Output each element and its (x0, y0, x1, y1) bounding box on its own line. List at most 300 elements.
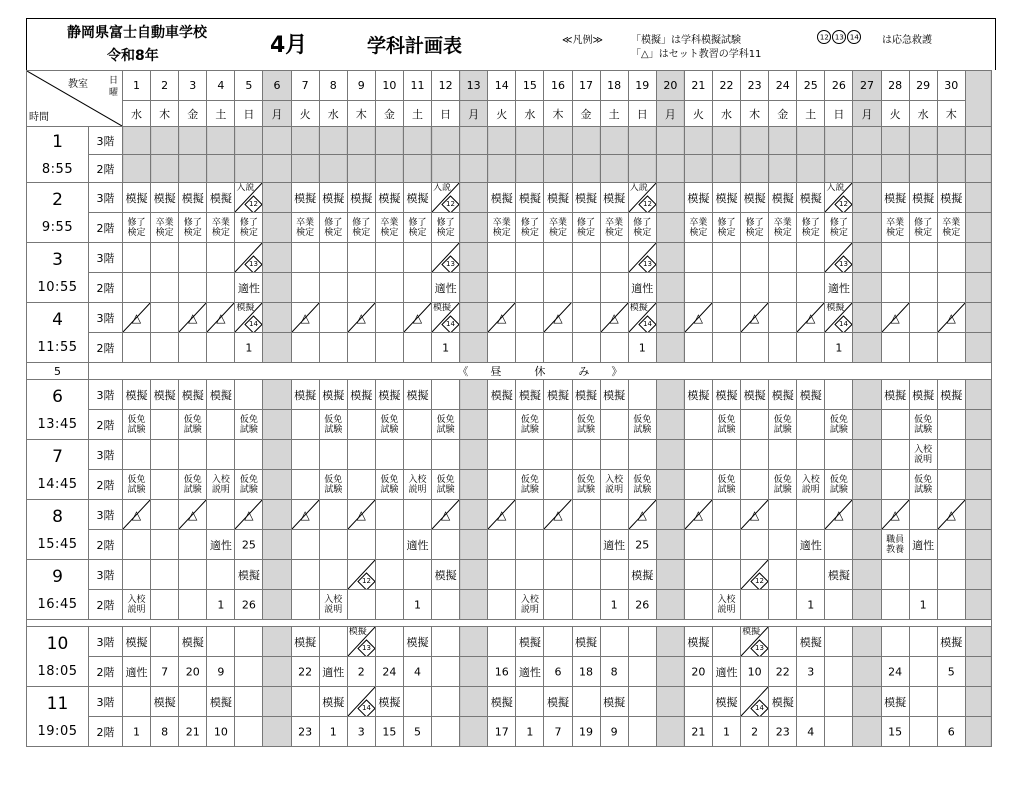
slot-day-19[interactable] (628, 273, 656, 303)
slot-day-26[interactable] (825, 657, 853, 687)
slot-day-5[interactable] (235, 333, 263, 363)
slot-day-17[interactable] (572, 627, 600, 657)
slot-day-7[interactable] (291, 127, 319, 155)
slot-day-21[interactable] (684, 627, 712, 657)
slot-day-14[interactable] (488, 273, 516, 303)
slot-day-29[interactable] (909, 303, 937, 333)
slot-day-24[interactable] (769, 470, 797, 500)
slot-day-1[interactable] (123, 155, 151, 183)
slot-day-30[interactable] (937, 440, 965, 470)
slot-day-9[interactable] (347, 657, 375, 687)
slot-day-11[interactable] (403, 530, 431, 560)
slot-day-10[interactable] (375, 500, 403, 530)
slot-day-21[interactable] (684, 183, 712, 213)
slot-day-29[interactable] (909, 627, 937, 657)
slot-day-30[interactable] (937, 470, 965, 500)
slot-day-28[interactable] (881, 213, 909, 243)
slot-day-25[interactable] (797, 687, 825, 717)
slot-day-15[interactable] (516, 333, 544, 363)
slot-day-29[interactable] (909, 590, 937, 620)
slot-day-24[interactable] (769, 273, 797, 303)
slot-day-22[interactable] (712, 500, 740, 530)
slot-day-30[interactable] (937, 627, 965, 657)
slot-day-25[interactable] (797, 127, 825, 155)
slot-day-23[interactable] (741, 273, 769, 303)
slot-day-3[interactable] (179, 380, 207, 410)
slot-day-9[interactable] (347, 717, 375, 747)
slot-day-5[interactable] (235, 303, 263, 333)
slot-day-25[interactable] (797, 500, 825, 530)
slot-day-23[interactable] (741, 303, 769, 333)
slot-day-27[interactable] (853, 213, 881, 243)
slot-day-13[interactable] (460, 440, 488, 470)
slot-day-9[interactable] (347, 127, 375, 155)
slot-day-25[interactable] (797, 155, 825, 183)
slot-day-15[interactable] (516, 127, 544, 155)
slot-day-14[interactable] (488, 440, 516, 470)
slot-day-6[interactable] (263, 590, 291, 620)
slot-day-10[interactable] (375, 440, 403, 470)
slot-day-19[interactable] (628, 155, 656, 183)
slot-day-28[interactable] (881, 470, 909, 500)
slot-day-24[interactable] (769, 627, 797, 657)
slot-day-9[interactable] (347, 500, 375, 530)
slot-day-19[interactable] (628, 687, 656, 717)
slot-day-19[interactable] (628, 560, 656, 590)
slot-day-17[interactable] (572, 717, 600, 747)
slot-day-19[interactable] (628, 380, 656, 410)
slot-day-25[interactable] (797, 380, 825, 410)
slot-day-16[interactable] (544, 127, 572, 155)
slot-day-15[interactable] (516, 213, 544, 243)
slot-day-23[interactable] (741, 440, 769, 470)
slot-day-27[interactable] (853, 470, 881, 500)
slot-day-23[interactable] (741, 410, 769, 440)
slot-day-9[interactable] (347, 303, 375, 333)
slot-day-6[interactable] (263, 717, 291, 747)
slot-day-30[interactable] (937, 410, 965, 440)
slot-day-7[interactable] (291, 273, 319, 303)
slot-day-5[interactable] (235, 657, 263, 687)
slot-day-23[interactable] (741, 127, 769, 155)
slot-day-25[interactable] (797, 183, 825, 213)
slot-day-20[interactable] (656, 213, 684, 243)
slot-day-8[interactable] (319, 273, 347, 303)
slot-day-7[interactable] (291, 243, 319, 273)
slot-day-27[interactable] (853, 530, 881, 560)
slot-day-18[interactable] (600, 183, 628, 213)
slot-day-4[interactable] (207, 410, 235, 440)
slot-day-18[interactable] (600, 590, 628, 620)
slot-day-7[interactable] (291, 213, 319, 243)
slot-day-26[interactable] (825, 213, 853, 243)
slot-day-29[interactable] (909, 440, 937, 470)
slot-day-27[interactable] (853, 560, 881, 590)
slot-day-25[interactable] (797, 657, 825, 687)
slot-day-11[interactable] (403, 687, 431, 717)
slot-day-3[interactable] (179, 500, 207, 530)
slot-day-6[interactable] (263, 500, 291, 530)
slot-day-20[interactable] (656, 243, 684, 273)
slot-day-10[interactable] (375, 657, 403, 687)
slot-day-10[interactable] (375, 303, 403, 333)
slot-day-13[interactable] (460, 127, 488, 155)
slot-day-12[interactable] (432, 127, 460, 155)
slot-day-16[interactable] (544, 410, 572, 440)
slot-day-17[interactable] (572, 440, 600, 470)
slot-day-26[interactable] (825, 687, 853, 717)
slot-day-19[interactable] (628, 500, 656, 530)
slot-day-3[interactable] (179, 333, 207, 363)
slot-day-12[interactable] (432, 380, 460, 410)
slot-day-24[interactable] (769, 500, 797, 530)
slot-day-30[interactable] (937, 243, 965, 273)
slot-day-11[interactable] (403, 303, 431, 333)
slot-day-20[interactable] (656, 410, 684, 440)
slot-day-9[interactable] (347, 560, 375, 590)
slot-day-10[interactable] (375, 530, 403, 560)
slot-day-18[interactable] (600, 530, 628, 560)
slot-day-10[interactable] (375, 127, 403, 155)
slot-day-27[interactable] (853, 657, 881, 687)
slot-day-14[interactable] (488, 500, 516, 530)
slot-day-13[interactable] (460, 213, 488, 243)
slot-day-21[interactable] (684, 243, 712, 273)
slot-day-8[interactable] (319, 380, 347, 410)
slot-day-12[interactable] (432, 155, 460, 183)
slot-day-15[interactable] (516, 380, 544, 410)
slot-day-21[interactable] (684, 273, 712, 303)
slot-day-18[interactable] (600, 717, 628, 747)
slot-day-20[interactable] (656, 470, 684, 500)
slot-day-19[interactable] (628, 590, 656, 620)
slot-day-12[interactable] (432, 303, 460, 333)
slot-day-4[interactable] (207, 530, 235, 560)
slot-day-7[interactable] (291, 500, 319, 530)
slot-day-21[interactable] (684, 687, 712, 717)
slot-day-25[interactable] (797, 410, 825, 440)
slot-day-9[interactable] (347, 687, 375, 717)
slot-day-28[interactable] (881, 243, 909, 273)
slot-day-6[interactable] (263, 657, 291, 687)
slot-day-6[interactable] (263, 530, 291, 560)
slot-day-30[interactable] (937, 717, 965, 747)
slot-day-20[interactable] (656, 380, 684, 410)
slot-day-8[interactable] (319, 213, 347, 243)
slot-day-7[interactable] (291, 627, 319, 657)
slot-day-24[interactable] (769, 657, 797, 687)
slot-day-29[interactable] (909, 530, 937, 560)
slot-day-27[interactable] (853, 243, 881, 273)
slot-day-12[interactable] (432, 627, 460, 657)
slot-day-17[interactable] (572, 560, 600, 590)
slot-day-4[interactable] (207, 155, 235, 183)
slot-day-4[interactable] (207, 213, 235, 243)
slot-day-14[interactable] (488, 213, 516, 243)
slot-day-14[interactable] (488, 717, 516, 747)
slot-day-25[interactable] (797, 470, 825, 500)
slot-day-15[interactable] (516, 560, 544, 590)
slot-day-14[interactable] (488, 333, 516, 363)
slot-day-6[interactable] (263, 380, 291, 410)
slot-day-28[interactable] (881, 333, 909, 363)
slot-day-24[interactable] (769, 183, 797, 213)
slot-day-7[interactable] (291, 183, 319, 213)
slot-day-3[interactable] (179, 440, 207, 470)
slot-day-2[interactable] (151, 717, 179, 747)
slot-day-28[interactable] (881, 183, 909, 213)
slot-day-16[interactable] (544, 303, 572, 333)
slot-day-23[interactable] (741, 530, 769, 560)
slot-day-10[interactable] (375, 155, 403, 183)
slot-day-26[interactable] (825, 155, 853, 183)
slot-day-12[interactable] (432, 470, 460, 500)
slot-day-7[interactable] (291, 380, 319, 410)
slot-day-16[interactable] (544, 717, 572, 747)
slot-day-8[interactable] (319, 590, 347, 620)
slot-day-26[interactable] (825, 627, 853, 657)
slot-day-28[interactable] (881, 410, 909, 440)
slot-day-12[interactable] (432, 213, 460, 243)
slot-day-10[interactable] (375, 717, 403, 747)
slot-day-22[interactable] (712, 213, 740, 243)
slot-day-21[interactable] (684, 155, 712, 183)
slot-day-26[interactable] (825, 273, 853, 303)
slot-day-29[interactable] (909, 380, 937, 410)
slot-day-7[interactable] (291, 687, 319, 717)
slot-day-24[interactable] (769, 530, 797, 560)
slot-day-28[interactable] (881, 303, 909, 333)
slot-day-22[interactable] (712, 470, 740, 500)
slot-day-27[interactable] (853, 627, 881, 657)
slot-day-3[interactable] (179, 183, 207, 213)
slot-day-23[interactable] (741, 155, 769, 183)
slot-day-4[interactable] (207, 590, 235, 620)
slot-day-15[interactable] (516, 243, 544, 273)
slot-day-22[interactable] (712, 127, 740, 155)
slot-day-20[interactable] (656, 530, 684, 560)
slot-day-10[interactable] (375, 410, 403, 440)
slot-day-11[interactable] (403, 440, 431, 470)
slot-day-29[interactable] (909, 273, 937, 303)
slot-day-15[interactable] (516, 303, 544, 333)
slot-day-2[interactable] (151, 590, 179, 620)
slot-day-6[interactable] (263, 273, 291, 303)
slot-day-8[interactable] (319, 333, 347, 363)
slot-day-22[interactable] (712, 380, 740, 410)
slot-day-9[interactable] (347, 627, 375, 657)
slot-day-13[interactable] (460, 183, 488, 213)
slot-day-19[interactable] (628, 470, 656, 500)
slot-day-30[interactable] (937, 380, 965, 410)
slot-day-4[interactable] (207, 273, 235, 303)
slot-day-22[interactable] (712, 440, 740, 470)
slot-day-3[interactable] (179, 155, 207, 183)
slot-day-18[interactable] (600, 627, 628, 657)
slot-day-5[interactable] (235, 410, 263, 440)
slot-day-29[interactable] (909, 127, 937, 155)
slot-day-29[interactable] (909, 687, 937, 717)
slot-day-9[interactable] (347, 470, 375, 500)
slot-day-29[interactable] (909, 155, 937, 183)
slot-day-24[interactable] (769, 560, 797, 590)
slot-day-23[interactable] (741, 213, 769, 243)
slot-day-30[interactable] (937, 155, 965, 183)
slot-day-15[interactable] (516, 627, 544, 657)
slot-day-20[interactable] (656, 333, 684, 363)
slot-day-19[interactable] (628, 717, 656, 747)
slot-day-21[interactable] (684, 530, 712, 560)
slot-day-12[interactable] (432, 243, 460, 273)
slot-day-9[interactable] (347, 155, 375, 183)
slot-day-16[interactable] (544, 657, 572, 687)
slot-day-14[interactable] (488, 470, 516, 500)
slot-day-12[interactable] (432, 333, 460, 363)
slot-day-23[interactable] (741, 333, 769, 363)
slot-day-24[interactable] (769, 303, 797, 333)
slot-day-16[interactable] (544, 273, 572, 303)
slot-day-9[interactable] (347, 183, 375, 213)
slot-day-26[interactable] (825, 410, 853, 440)
slot-day-8[interactable] (319, 500, 347, 530)
slot-day-18[interactable] (600, 687, 628, 717)
slot-day-17[interactable] (572, 183, 600, 213)
slot-day-17[interactable] (572, 530, 600, 560)
slot-day-11[interactable] (403, 627, 431, 657)
slot-day-1[interactable] (123, 687, 151, 717)
slot-day-28[interactable] (881, 500, 909, 530)
slot-day-4[interactable] (207, 380, 235, 410)
slot-day-24[interactable] (769, 155, 797, 183)
slot-day-6[interactable] (263, 627, 291, 657)
slot-day-6[interactable] (263, 243, 291, 273)
slot-day-27[interactable] (853, 155, 881, 183)
slot-day-22[interactable] (712, 687, 740, 717)
slot-day-8[interactable] (319, 410, 347, 440)
slot-day-19[interactable] (628, 183, 656, 213)
slot-day-8[interactable] (319, 183, 347, 213)
slot-day-24[interactable] (769, 380, 797, 410)
slot-day-6[interactable] (263, 440, 291, 470)
slot-day-18[interactable] (600, 560, 628, 590)
slot-day-13[interactable] (460, 273, 488, 303)
slot-day-19[interactable] (628, 127, 656, 155)
slot-day-2[interactable] (151, 213, 179, 243)
slot-day-9[interactable] (347, 530, 375, 560)
slot-day-18[interactable] (600, 380, 628, 410)
slot-day-12[interactable] (432, 183, 460, 213)
slot-day-8[interactable] (319, 303, 347, 333)
slot-day-28[interactable] (881, 657, 909, 687)
slot-day-3[interactable] (179, 470, 207, 500)
slot-day-3[interactable] (179, 657, 207, 687)
slot-day-3[interactable] (179, 213, 207, 243)
slot-day-25[interactable] (797, 627, 825, 657)
slot-day-30[interactable] (937, 127, 965, 155)
slot-day-15[interactable] (516, 410, 544, 440)
slot-day-17[interactable] (572, 127, 600, 155)
slot-day-8[interactable] (319, 530, 347, 560)
slot-day-22[interactable] (712, 560, 740, 590)
slot-day-30[interactable] (937, 530, 965, 560)
slot-day-1[interactable] (123, 333, 151, 363)
slot-day-9[interactable] (347, 590, 375, 620)
slot-day-10[interactable] (375, 590, 403, 620)
slot-day-7[interactable] (291, 333, 319, 363)
slot-day-11[interactable] (403, 717, 431, 747)
slot-day-25[interactable] (797, 530, 825, 560)
slot-day-22[interactable] (712, 155, 740, 183)
slot-day-24[interactable] (769, 590, 797, 620)
slot-day-26[interactable] (825, 440, 853, 470)
slot-day-30[interactable] (937, 590, 965, 620)
slot-day-26[interactable] (825, 500, 853, 530)
slot-day-18[interactable] (600, 127, 628, 155)
slot-day-22[interactable] (712, 627, 740, 657)
slot-day-6[interactable] (263, 410, 291, 440)
slot-day-16[interactable] (544, 530, 572, 560)
slot-day-23[interactable] (741, 243, 769, 273)
slot-day-7[interactable] (291, 717, 319, 747)
slot-day-21[interactable] (684, 470, 712, 500)
slot-day-30[interactable] (937, 213, 965, 243)
slot-day-29[interactable] (909, 243, 937, 273)
slot-day-13[interactable] (460, 155, 488, 183)
slot-day-30[interactable] (937, 303, 965, 333)
slot-day-3[interactable] (179, 273, 207, 303)
slot-day-6[interactable] (263, 127, 291, 155)
slot-day-6[interactable] (263, 303, 291, 333)
slot-day-18[interactable] (600, 657, 628, 687)
slot-day-5[interactable] (235, 590, 263, 620)
slot-day-12[interactable] (432, 657, 460, 687)
slot-day-7[interactable] (291, 590, 319, 620)
slot-day-20[interactable] (656, 303, 684, 333)
slot-day-9[interactable] (347, 440, 375, 470)
slot-day-12[interactable] (432, 687, 460, 717)
slot-day-13[interactable] (460, 687, 488, 717)
slot-day-18[interactable] (600, 155, 628, 183)
slot-day-5[interactable] (235, 273, 263, 303)
slot-day-17[interactable] (572, 380, 600, 410)
slot-day-4[interactable] (207, 657, 235, 687)
slot-day-1[interactable] (123, 243, 151, 273)
slot-day-22[interactable] (712, 243, 740, 273)
slot-day-4[interactable] (207, 627, 235, 657)
slot-day-5[interactable] (235, 627, 263, 657)
slot-day-23[interactable] (741, 380, 769, 410)
slot-day-9[interactable] (347, 333, 375, 363)
slot-day-11[interactable] (403, 183, 431, 213)
slot-day-20[interactable] (656, 657, 684, 687)
slot-day-3[interactable] (179, 127, 207, 155)
slot-day-11[interactable] (403, 590, 431, 620)
slot-day-16[interactable] (544, 560, 572, 590)
slot-day-16[interactable] (544, 183, 572, 213)
slot-day-20[interactable] (656, 440, 684, 470)
slot-day-12[interactable] (432, 717, 460, 747)
slot-day-21[interactable] (684, 440, 712, 470)
slot-day-20[interactable] (656, 127, 684, 155)
slot-day-3[interactable] (179, 560, 207, 590)
slot-day-17[interactable] (572, 657, 600, 687)
slot-day-13[interactable] (460, 590, 488, 620)
slot-day-19[interactable] (628, 627, 656, 657)
slot-day-5[interactable] (235, 687, 263, 717)
slot-day-9[interactable] (347, 213, 375, 243)
slot-day-11[interactable] (403, 333, 431, 363)
slot-day-9[interactable] (347, 243, 375, 273)
